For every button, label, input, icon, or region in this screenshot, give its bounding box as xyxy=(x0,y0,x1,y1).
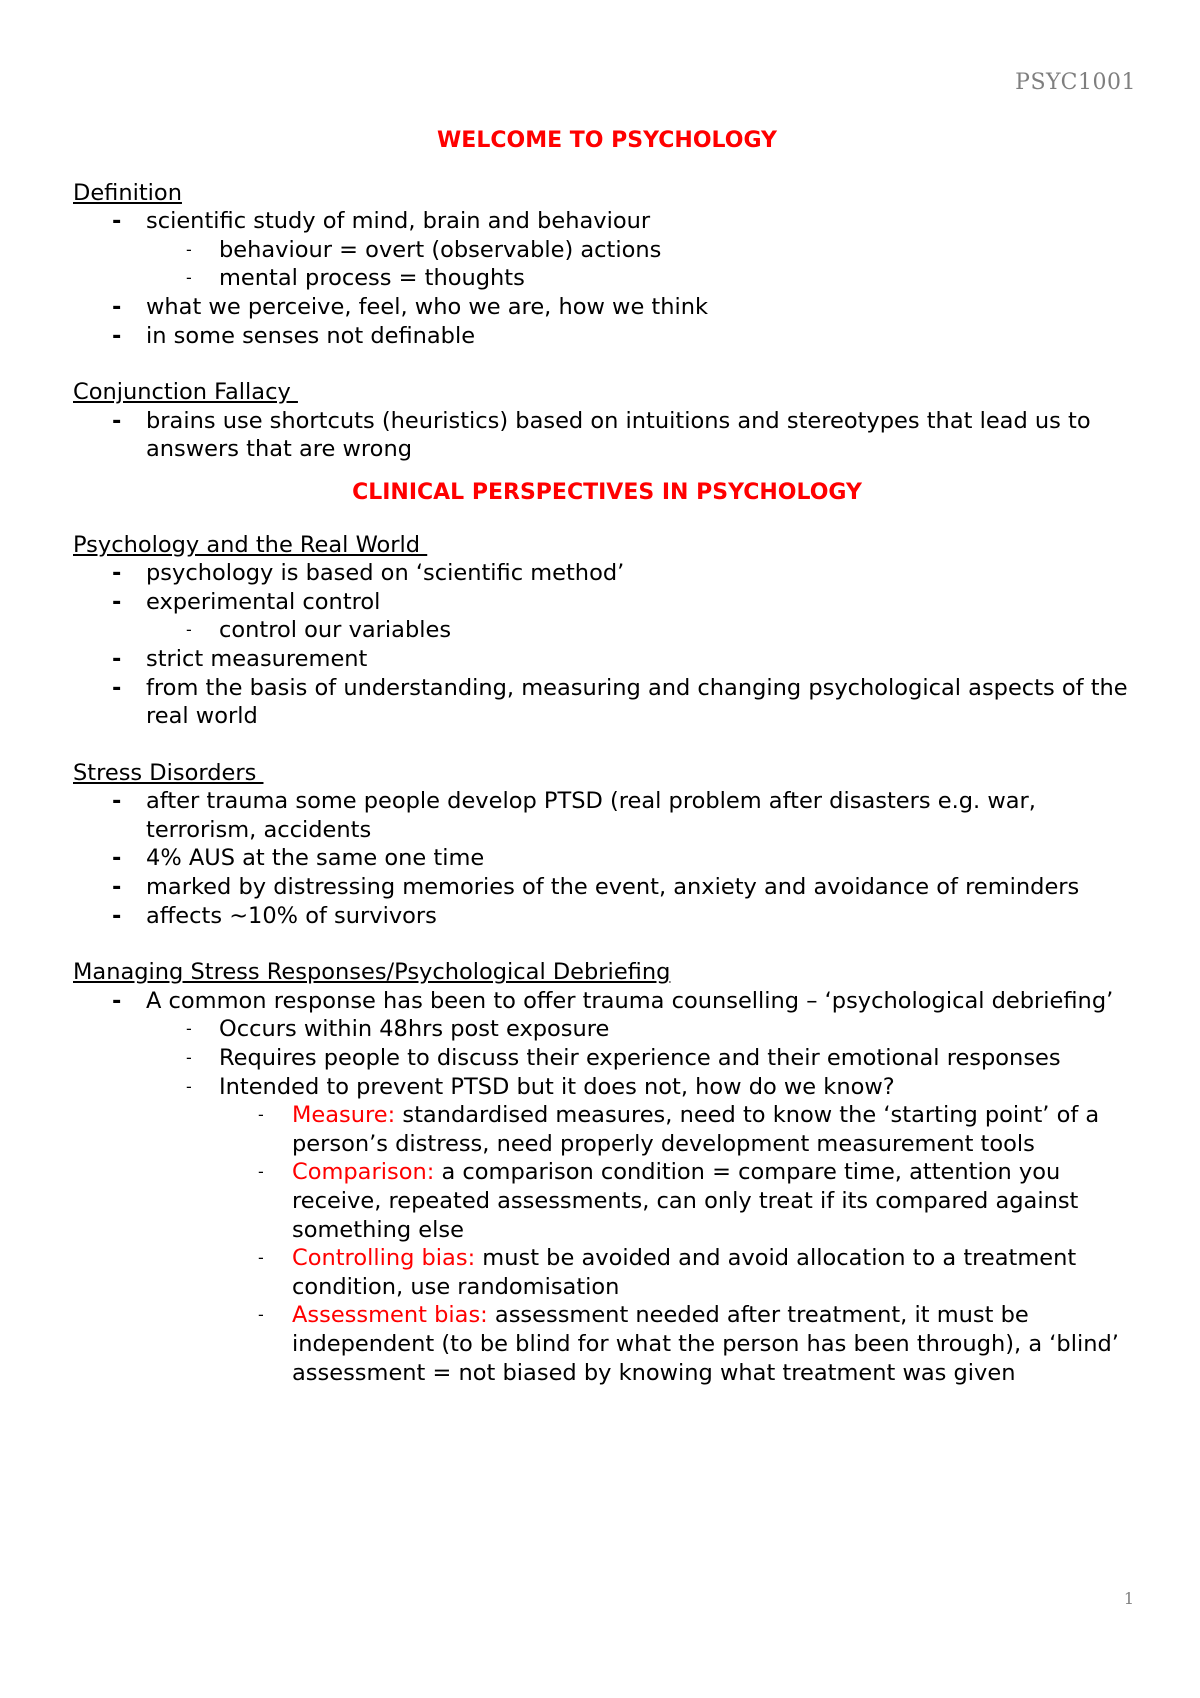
notes-content xyxy=(73,127,1141,1387)
stress-list xyxy=(73,787,1141,930)
managing-list xyxy=(73,987,1141,1387)
heading-definition: Definition xyxy=(73,179,182,206)
list-item: - after trauma some people develop PTSD (real problem after disasters e.g. war, terrorism, accidents xyxy=(73,787,1141,844)
list-item: - 4% AUS at the same one time xyxy=(73,844,1141,873)
list-item: - scientific study of mind, brain and behaviour xyxy=(73,207,1141,236)
list-item: - A common response has been to offer trauma counselling – ‘psychological debriefing’ xyxy=(73,987,1141,1016)
list-item: - in some senses not definable xyxy=(73,322,1141,351)
list-item: - control our variables xyxy=(73,616,1141,645)
conjunction-list xyxy=(73,407,1141,464)
heading-stress-disorders: Stress Disorders xyxy=(73,759,264,786)
list-item: - Occurs within 48hrs post exposure xyxy=(73,1015,1141,1044)
definition-list xyxy=(73,207,1141,350)
criterion-assessment-bias xyxy=(73,1301,1141,1387)
criterion-comparison xyxy=(73,1158,1141,1244)
criterion-label: Comparison: xyxy=(292,1159,435,1186)
list-item: - marked by distressing memories of the event, anxiety and avoidance of reminders xyxy=(73,873,1141,902)
criterion-text: a comparison condition = compare time, attention you receive, repeated assessments, can only treat if its compared against something else xyxy=(292,1159,1079,1243)
course-code-header: PSYC1001 xyxy=(1015,70,1136,95)
list-item: - strict measurement xyxy=(73,645,1141,674)
list-item: - mental process = thoughts xyxy=(73,264,1141,293)
heading-conjunction-fallacy: Conjunction Fallacy xyxy=(73,379,298,406)
section-title-welcome: WELCOME TO PSYCHOLOGY xyxy=(437,128,777,153)
criterion-text: standardised measures, need to know the ‘starting point’ of a person’s distress, need properly development measurement tools xyxy=(292,1102,1100,1157)
criterion-text: assessment needed after treatment, it must be independent (to be blind for what the person has been through), a ‘blind’ assessment = not biased by knowing what treatment was given xyxy=(292,1302,1119,1386)
section-title-clinical: CLINICAL PERSPECTIVES IN PSYCHOLOGY xyxy=(352,479,862,505)
list-item: - experimental control xyxy=(73,588,1141,617)
list-item: - affects ~10% of survivors xyxy=(73,902,1141,931)
criterion-label: Measure: xyxy=(292,1102,396,1129)
list-item: - behaviour = overt (observable) actions xyxy=(73,236,1141,265)
criterion-measure xyxy=(73,1101,1141,1158)
criterion-label: Assessment bias: xyxy=(292,1302,488,1329)
list-item: - Intended to prevent PTSD but it does not, how do we know? xyxy=(73,1073,1141,1102)
real-world-list xyxy=(73,559,1141,731)
criterion-controlling-bias xyxy=(73,1244,1141,1301)
criterion-text: must be avoided and avoid allocation to a treatment condition, use randomisation xyxy=(292,1245,1077,1300)
list-item: - what we perceive, feel, who we are, how we think xyxy=(73,293,1141,322)
list-item: - Requires people to discuss their experience and their emotional responses xyxy=(73,1044,1141,1073)
heading-managing-stress: Managing Stress Responses/Psychological Debriefing xyxy=(73,959,671,986)
page-number: 1 xyxy=(1123,1589,1134,1608)
criterion-label: Controlling bias: xyxy=(292,1245,476,1272)
heading-real-world: Psychology and the Real World xyxy=(73,531,428,558)
list-item: - brains use shortcuts (heuristics) based on intuitions and stereotypes that lead us to answers that are wrong xyxy=(73,407,1141,464)
list-item: - psychology is based on ‘scientific method’ xyxy=(73,559,1141,588)
list-item: - from the basis of understanding, measuring and changing psychological aspects of the real world xyxy=(73,674,1141,731)
